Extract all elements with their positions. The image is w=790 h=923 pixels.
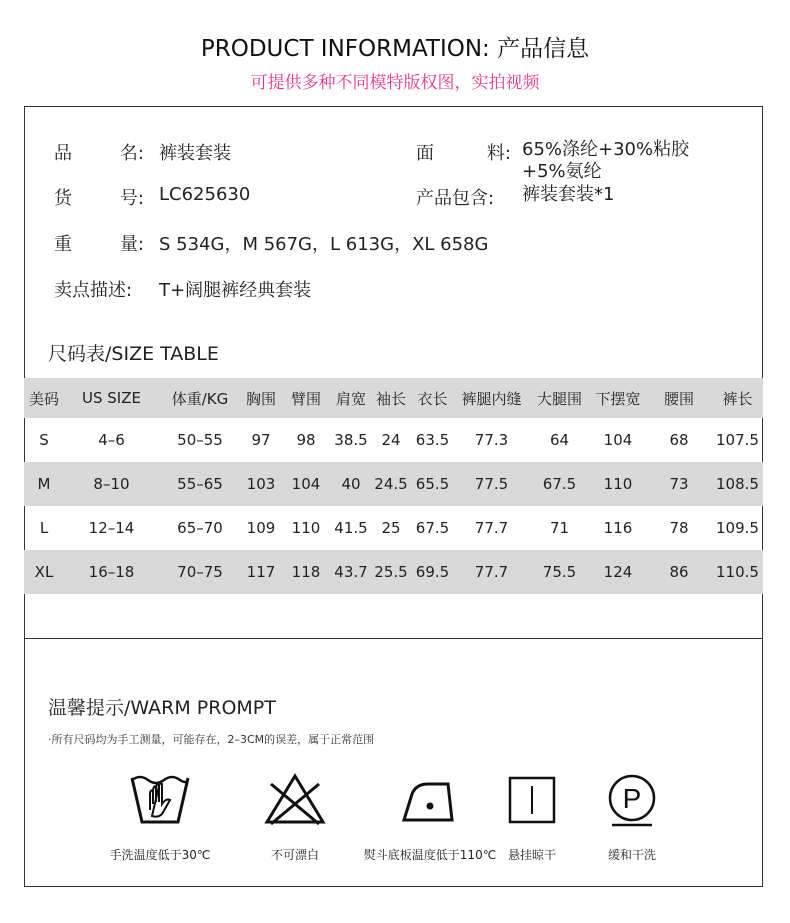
table-cell: 108.5 (716, 475, 759, 493)
dry-clean-p-icon (600, 770, 664, 828)
table-cell: 8–10 (93, 475, 130, 493)
table-cell: 118 (291, 563, 321, 581)
care-item-hang-dry (477, 770, 587, 863)
table-cell: 16–18 (88, 563, 135, 581)
table-cell: 104 (291, 475, 321, 493)
care-label: 手洗温度低于30℃ (109, 848, 211, 862)
table-cell: 63.5 (415, 431, 450, 449)
table-cell: 75.5 (542, 563, 577, 581)
size-table-title: 尺码表/SIZE TABLE (48, 343, 219, 365)
header-cell: 体重/KG (171, 389, 229, 408)
table-cell: 50–55 (177, 431, 223, 449)
care-label: 缓和干洗 (607, 848, 656, 862)
table-cell: 4–6 (98, 431, 125, 449)
hand-wash-icon (128, 770, 192, 828)
table-cell: 104 (603, 431, 633, 449)
table-cell: 65.5 (415, 475, 450, 493)
header-cell: 下摆宽 (595, 389, 641, 408)
header-cell: 腰围 (663, 389, 694, 408)
table-cell: 110.5 (716, 563, 759, 581)
selling-value: T+阔腿裤经典套装 (159, 280, 312, 301)
includes-value: 裤装套装*1 (522, 184, 615, 205)
table-cell: 73 (669, 475, 689, 493)
table-row (24, 550, 763, 594)
table-cell: 97 (251, 431, 271, 449)
header-cell: 胸围 (245, 389, 276, 408)
table-cell: 109 (246, 519, 276, 537)
weight-key: 重 量: (54, 234, 144, 255)
table-cell: 25 (381, 519, 401, 537)
info-row-weight (24, 230, 763, 254)
name-value: 裤装套装 (159, 143, 231, 164)
table-cell: 77.7 (474, 563, 509, 581)
iron-icon (398, 770, 462, 828)
header-cell: 臂围 (290, 389, 321, 408)
table-cell: 67.5 (542, 475, 577, 493)
svg-text:P: P (622, 783, 642, 814)
name-key: 品 名: (54, 143, 144, 164)
number-value: LC625630 (159, 184, 251, 205)
care-label: 悬挂晾干 (507, 848, 556, 862)
size-table (24, 378, 763, 594)
table-cell: XL (34, 563, 54, 581)
measurement-note: ·所有尺码均为手工测量，可能存在，2–3CM的误差，属于正常范围 (48, 733, 375, 746)
header-cell: 肩宽 (335, 389, 366, 408)
table-cell: 25.5 (374, 563, 408, 581)
table-cell: 116 (603, 519, 633, 537)
table-cell: 124 (603, 563, 633, 581)
table-cell: 107.5 (716, 431, 759, 449)
table-cell: L (39, 519, 49, 537)
number-key: 货 号: (54, 188, 144, 209)
table-row (24, 506, 763, 550)
table-cell: 109.5 (716, 519, 759, 537)
material-key: 面 料: (416, 143, 511, 164)
weight-value: S 534G，M 567G，L 613G，XL 658G (159, 234, 489, 255)
table-cell: 64 (549, 431, 570, 449)
table-cell: 12–14 (88, 519, 135, 537)
hang-dry-icon (500, 770, 564, 828)
table-cell: S (39, 431, 49, 449)
care-label: 不可漂白 (270, 848, 319, 862)
table-cell: 67.5 (415, 519, 450, 537)
table-cell: 70–75 (177, 563, 223, 581)
table-cell: 55–65 (177, 475, 223, 493)
header-cell: 衣长 (417, 389, 448, 408)
header-cell: 裤腿内缝 (461, 389, 522, 408)
warm-prompt-title: 温馨提示/WARM PROMPT (48, 697, 276, 719)
table-cell: 38.5 (334, 431, 368, 449)
table-cell: 43.7 (334, 563, 368, 581)
header-cell: US SIZE (82, 389, 141, 407)
table-cell: 40 (341, 475, 361, 493)
care-label: 熨斗底板温度低于110℃ (363, 848, 497, 862)
table-cell: 98 (296, 431, 316, 449)
table-cell: 69.5 (415, 563, 450, 581)
header-cell: 大腿围 (536, 389, 582, 408)
care-item-hand-wash (105, 770, 215, 863)
table-cell: 110 (603, 475, 633, 493)
table-cell: M (37, 475, 51, 493)
care-item-dry-clean (577, 770, 687, 863)
table-cell: 41.5 (334, 519, 368, 537)
table-header-row (24, 378, 763, 418)
table-cell: 103 (246, 475, 276, 493)
no-bleach-icon (263, 770, 327, 828)
table-cell: 77.7 (474, 519, 509, 537)
table-cell: 24 (381, 431, 401, 449)
table-cell: 24.5 (374, 475, 408, 493)
page-subtitle: 可提供多种不同模特版权图，实拍视频 (250, 73, 540, 93)
table-cell: 86 (669, 563, 689, 581)
info-row-selling (24, 276, 763, 300)
care-item-no-bleach (240, 770, 350, 863)
selling-key: 卖点描述: (54, 280, 133, 301)
page-title: PRODUCT INFORMATION: 产品信息 (200, 36, 590, 62)
header-cell: 美码 (28, 389, 59, 408)
material-value: 65%涤纶+30%粘胶+5%氨纶 (522, 139, 690, 182)
table-cell: 110 (291, 519, 321, 537)
table-cell: 71 (549, 519, 570, 537)
table-cell: 68 (669, 431, 689, 449)
section-divider (24, 638, 763, 639)
header-cell: 袖长 (375, 389, 406, 408)
table-row (24, 418, 763, 462)
table-row (24, 462, 763, 506)
includes-key: 产品包含: (416, 188, 495, 209)
header-cell: 裤长 (722, 389, 753, 408)
table-cell: 117 (246, 563, 276, 581)
table-cell: 78 (669, 519, 689, 537)
table-cell: 77.3 (474, 431, 509, 449)
info-row-name (24, 139, 763, 182)
info-row-number (24, 184, 763, 208)
table-cell: 77.5 (474, 475, 509, 493)
table-cell: 65–70 (177, 519, 223, 537)
